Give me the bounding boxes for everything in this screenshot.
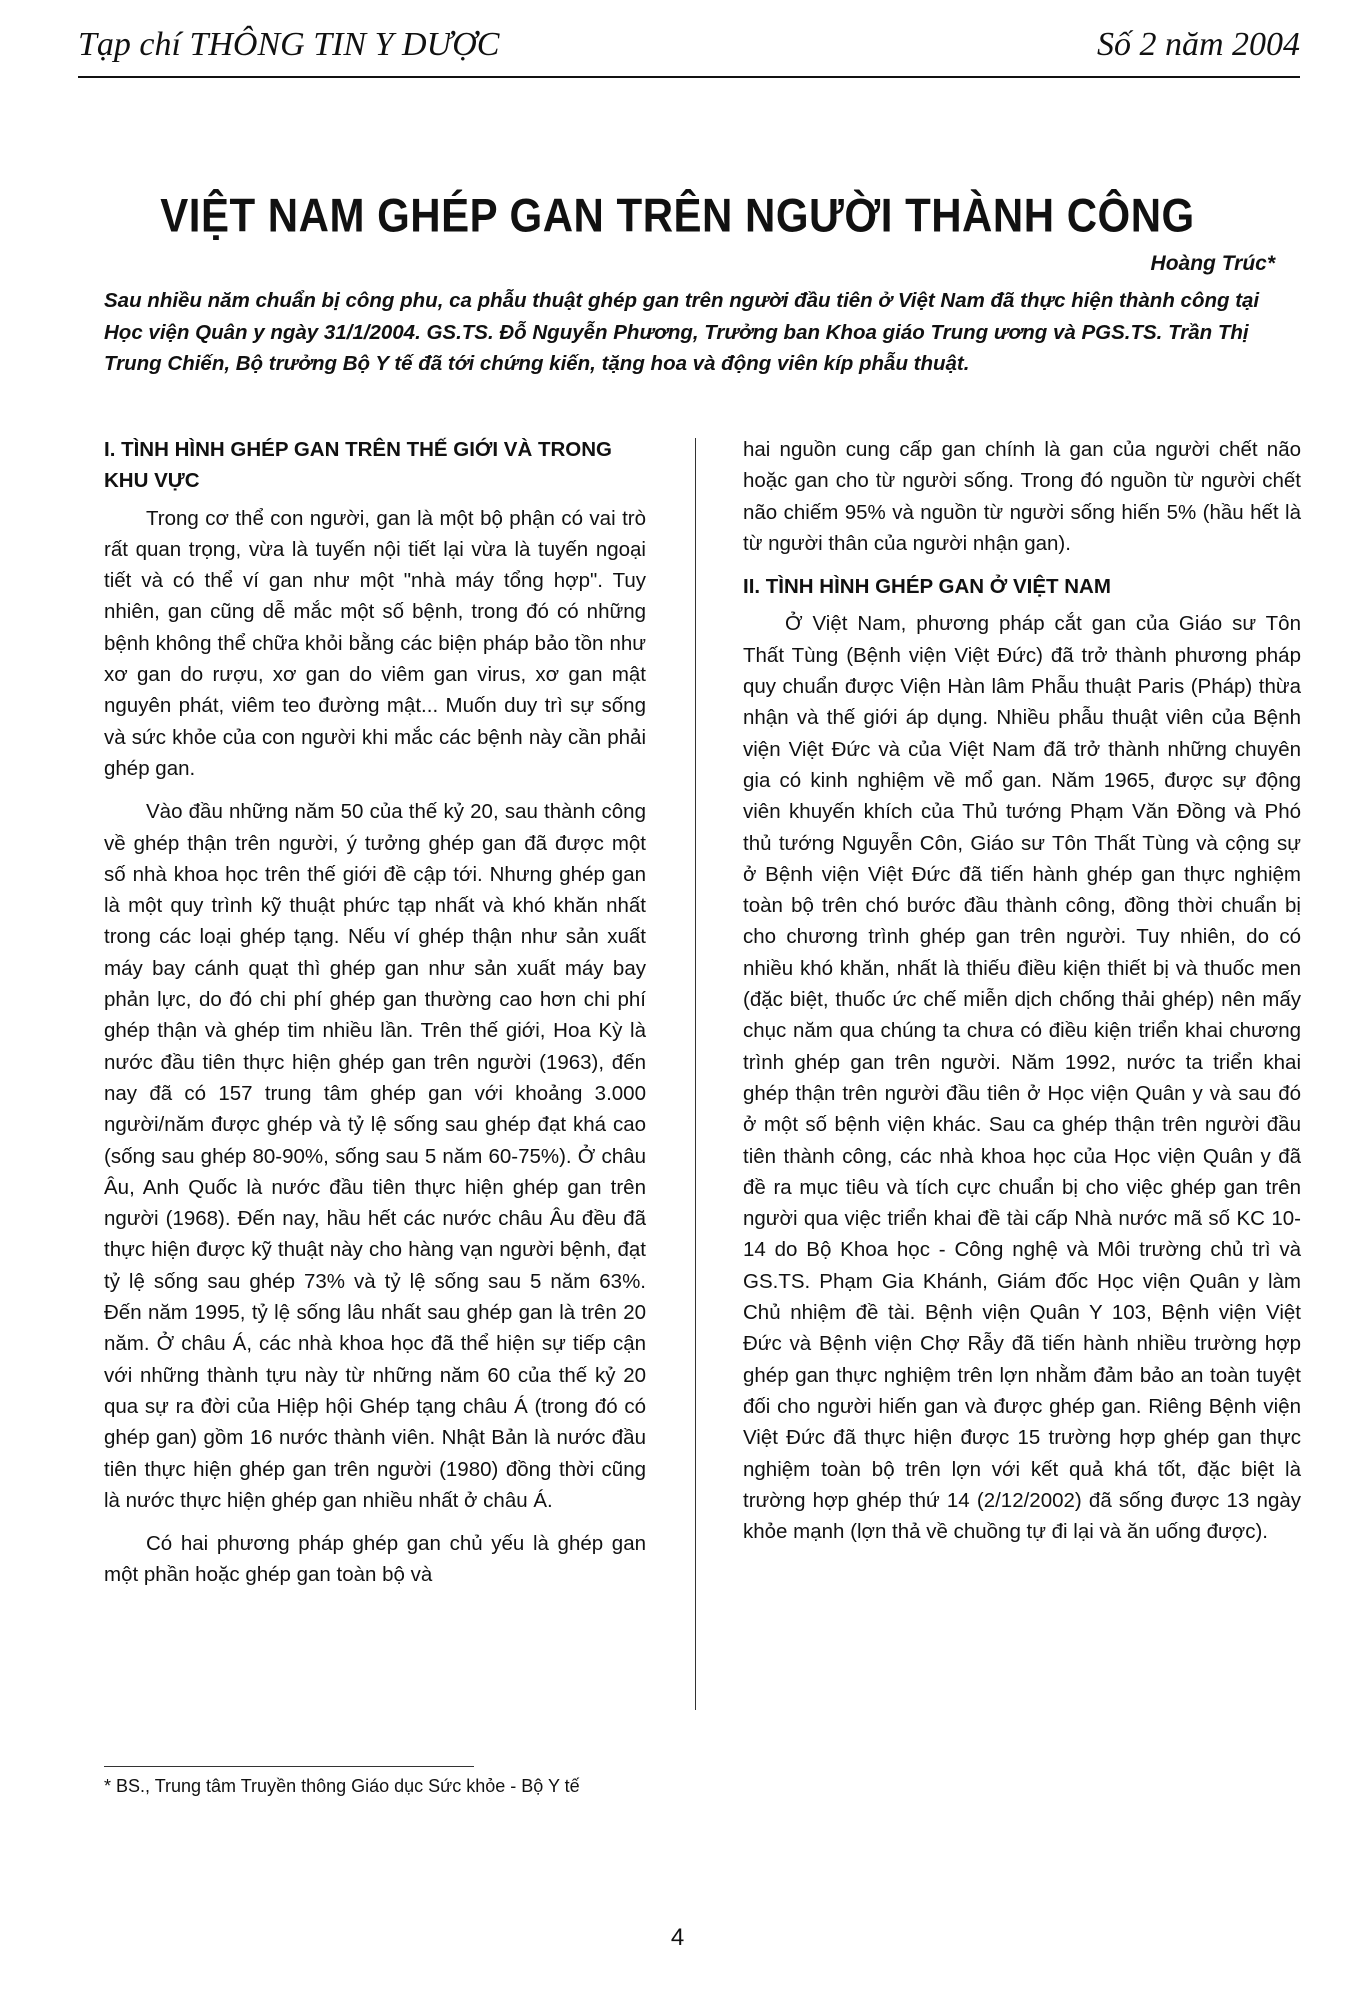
footnote: * BS., Trung tâm Truyền thông Giáo dục Sức khỏe - Bộ Y tế (104, 1776, 580, 1796)
article-author: Hoàng Trúc* (1150, 252, 1275, 275)
section-2-heading: II. TÌNH HÌNH GHÉP GAN Ở VIỆT NAM (743, 575, 1111, 599)
section-1-paragraph-1: Trong cơ thể con người, gan là một bộ phận có vai trò rất quan trọng, vừa là tuyến nội tiết lại vừa là tuyến ngoại tiết và có thể ví gan như một "nhà máy tổng hợp". Tuy nhiên, gan cũng dễ mắc một số bệnh, trong đó có những bệnh không thể chữa khỏi bằng các biện pháp bảo tồn như xơ gan do rượu, xơ gan do viêm gan virus, xơ gan mật nguyên phát, viêm teo đường mật... Muốn duy trì sự sống và sức khỏe của con người khi mắc các bệnh này cần phải ghép gan. (104, 506, 646, 780)
right-column (743, 434, 1301, 1559)
left-column (104, 434, 646, 1603)
section-2-paragraph-1: Ở Việt Nam, phương pháp cắt gan của Giáo sư Tôn Thất Tùng (Bệnh viện Việt Đức) đã trở thành phương pháp quy chuẩn được Viện Hàn lâm Phẫu thuật Paris (Pháp) thừa nhận và thế giới áp dụng. Nhiều phẫu thuật viên của Bệnh viện Việt Đức và của Việt Nam đã trở thành những chuyên gia có kinh nghiệm về mổ gan. Năm 1965, được sự động viên khuyến khích của Thủ tướng Phạm Văn Đồng và Phó thủ tướng Nguyễn Côn, Giáo sư Tôn Thất Tùng và cộng sự ở Bệnh viện Việt Đức đã tiến hành ghép gan thực nghiệm toàn bộ trên chó bước đầu thành công, đồng thời chuẩn bị cho chương trình ghép gan trên người. Tuy nhiên, do có nhiều khó khăn, nhất là thiếu điều kiện thiết bị và thuốc men (đặc biệt, thuốc ức chế miễn dịch chống thải ghép) nên mấy chục năm qua chúng ta chưa có điều kiện triển khai chương trình ghép gan trên người. Năm 1992, nước ta triển khai ghép thận trên người đầu tiên ở Học viện Quân y và sau đó ở một số bệnh viện khác. Sau ca ghép thận trên người đầu tiên thành công, các nhà khoa học của Học viện Quân y đã đề ra mục tiêu và tích cực chuẩn bị cho việc ghép gan trên người qua việc triển khai đề tài cấp Nhà nước mã số KC 10-14 do Bộ Khoa học - Công nghệ và Môi trường chủ trì và GS.TS. Phạm Gia Khánh, Giám đốc Học viện Quân y làm Chủ nhiệm đề tài. Bệnh viện Quân Y 103, Bệnh viện Việt Đức và Bệnh viện Chợ Rẫy đã tiến hành nhiều trường hợp ghép gan thực nghiệm trên lợn nhằm đảm bảo an toàn tuyệt đối cho người hiến gan và được ghép gan. Riêng Bệnh viện Việt Đức đã thực hiện được 15 trường hợp ghép gan thực nghiệm toàn bộ trên lợn với kết quả khá tốt, đặc biệt là trường hợp ghép thứ 14 (2/12/2002) đã sống được 13 ngày khỏe mạnh (lợn thả về chuồng tự đi lại và ăn uống được). (743, 612, 1301, 1544)
section-1-heading: I. TÌNH HÌNH GHÉP GAN TRÊN THẾ GIỚI VÀ TRONG KHU VỰC (104, 438, 612, 493)
section-1-paragraph-3-continued: hai nguồn cung cấp gan chính là gan của người chết não hoặc gan cho từ người sống. Trong đó nguồn từ người chết não chiếm 95% và nguồn từ người sống hiến 5% (hầu hết là từ người thân của người nhận gan). (743, 438, 1301, 555)
issue-number: Số 2 năm 2004 (1096, 26, 1300, 63)
page-number: 4 (670, 1924, 685, 1951)
section-1-paragraph-3-start: Có hai phương pháp ghép gan chủ yếu là ghép gan một phần hoặc ghép gan toàn bộ và (104, 1532, 646, 1587)
section-1-paragraph-2: Vào đầu những năm 50 của thế kỷ 20, sau thành công về ghép thận trên người, ý tưởng ghép gan đã được một số nhà khoa học trên thế giới đề cập tới. Nhưng ghép gan là một quy trình kỹ thuật phức tạp nhất và khó khăn nhất trong các loại ghép tạng. Nếu ví ghép thận như sản xuất máy bay cánh quạt thì ghép gan như sản xuất máy bay phản lực, do đó chi phí ghép gan thường cao hơn chi phí ghép thận và ghép tim nhiều lần. Trên thế giới, Hoa Kỳ là nước đầu tiên thực hiện ghép gan trên người (1963), đến nay đã có 157 trung tâm ghép gan với khoảng 3.000 người/năm được ghép và tỷ lệ sống sau ghép đạt khá cao (sống sau ghép 80-90%, sống sau 5 năm 60-75%). Ở châu Âu, Anh Quốc là nước đầu tiên thực hiện ghép gan trên người (1968). Đến nay, hầu hết các nước châu Âu đều đã thực hiện được kỹ thuật này cho hàng vạn người bệnh, đạt tỷ lệ sống sau ghép 73% và tỷ lệ sống sau 5 năm 63%. Đến năm 1995, tỷ lệ sống lâu nhất sau ghép gan là trên 20 năm. Ở châu Á, các nhà khoa học đã thể hiện sự tiếp cận với những thành tựu này từ những năm 60 của thế kỷ 20 qua sự ra đời của Hiệp hội Ghép tạng châu Á (trong đó có ghép gan) gồm 16 nước thành viên. Nhật Bản là nước đầu tiên thực hiện ghép gan trên người (1980) đồng thời cũng là nước thực hiện ghép gan nhiều nhất ở châu Á. (104, 800, 646, 1512)
article-title: VIỆT NAM GHÉP GAN TRÊN NGƯỜI THÀNH CÔNG (160, 189, 1195, 242)
footnote-rule (104, 1766, 474, 1767)
running-header (78, 18, 1300, 78)
journal-name: Tạp chí THÔNG TIN Y DƯỢC (78, 26, 500, 63)
column-divider (695, 438, 696, 1710)
article-abstract: Sau nhiều năm chuẩn bị công phu, ca phẫu thuật ghép gan trên người đầu tiên ở Việt Nam đã thực hiện thành công tại Học viện Quân y ngày 31/1/2004. GS.TS. Đỗ Nguyễn Phương, Trưởng ban Khoa giáo Trung ương và PGS.TS. Trần Thị Trung Chiến, Bộ trưởng Bộ Y tế đã tới chứng kiến, tặng hoa và động viên kíp phẫu thuật. (104, 289, 1260, 375)
